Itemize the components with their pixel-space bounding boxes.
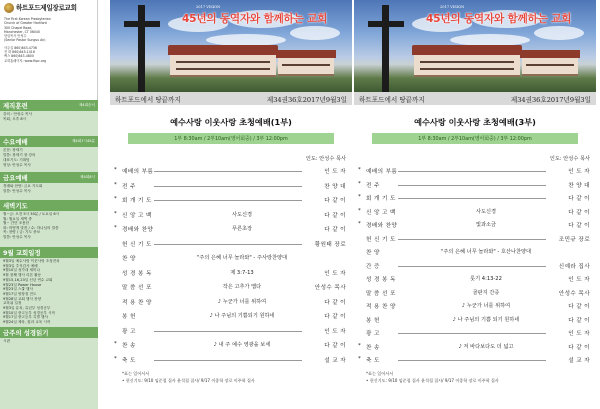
row-star: *	[114, 181, 117, 188]
section-line: 9월24일 체육, 컵과 교육 시작	[3, 320, 51, 325]
dotted-leader	[398, 239, 546, 240]
row-person: 안성수 목사	[558, 290, 590, 297]
row-item: 말 씀 선 포	[122, 285, 152, 291]
row-title: ♪ 누군가 너를 위하여	[217, 298, 267, 305]
row-person: 안성수 목사	[314, 285, 346, 291]
contact-line: 사무실 860)643-4736	[4, 45, 37, 50]
row-person: 설 교 자	[324, 357, 346, 364]
row-item: 헌 신 기 도	[122, 241, 152, 248]
section-line: 9월10일 중고등부 성경공부 시작	[3, 310, 55, 315]
vision-title: 45년의 동역자와 함께하는 교회	[182, 13, 328, 25]
row-star: *	[114, 210, 117, 217]
row-star: *	[358, 356, 361, 362]
motto-bar	[354, 92, 596, 105]
row-title: 작은 고추가 맵다	[222, 284, 262, 290]
worship-row	[354, 355, 596, 365]
worship-row	[110, 268, 352, 278]
dotted-leader	[154, 200, 302, 201]
row-item: 봉 헌	[366, 317, 380, 324]
section-line: 교육위 일정	[3, 301, 22, 306]
worship-row	[110, 224, 352, 234]
row-person: 설 교 자	[568, 358, 590, 364]
row-person: 다 같 이	[324, 299, 346, 306]
section-line: 9월28일 교회 행사 찬양	[3, 296, 42, 301]
dotted-leader	[398, 266, 546, 267]
row-item: 말 씀 선 포	[366, 290, 396, 297]
worship-row	[110, 311, 352, 321]
vision-year: 2017 VISION	[440, 5, 465, 9]
worship-row	[110, 340, 352, 350]
row-person: 찬 양 대	[324, 183, 346, 190]
row-item: 찬 양	[122, 256, 136, 262]
section-line: 9월10일 성가대 세미나	[3, 268, 40, 273]
church-contact	[4, 46, 93, 63]
worship-row	[110, 195, 352, 205]
row-title: ♪ 누군가 너를 위하여	[461, 303, 511, 309]
prayer-note: • 헌신기도: 9/10 임준철 집사 윤석철 집사/ 9/17 이종학 장로 이주학 집사	[122, 378, 255, 383]
row-item: 간 증	[366, 263, 380, 270]
row-item: 찬 양	[366, 250, 380, 256]
row-person: 인 도 자	[568, 277, 590, 283]
row-star: *	[358, 180, 361, 187]
row-person: 다 같 이	[568, 344, 590, 351]
section-sub: 제4회7시45분	[71, 139, 95, 143]
worship-row	[110, 239, 352, 249]
row-item: 경배와 찬양	[366, 223, 398, 229]
service-times: 1부 8:30am / 2부10am(영어회중) / 3부 12:00pm	[128, 133, 334, 144]
row-title: 사도신경	[231, 211, 253, 218]
row-item: 적 용 찬 양	[366, 304, 396, 310]
address-line: (Senior Pastor Sungsu An)	[4, 38, 46, 43]
address-line: The First Korean Presbyterian	[4, 17, 51, 21]
row-item: 예배의 부름	[366, 169, 398, 175]
vision-banner	[110, 0, 352, 92]
row-person: 황원태 장로	[314, 241, 346, 248]
section-training	[0, 100, 98, 136]
row-star: *	[358, 221, 361, 227]
section-line: 경배와 찬양: 금요 기도회	[3, 184, 43, 188]
section-wednesday	[0, 136, 98, 172]
row-item: 전 주	[366, 182, 380, 189]
row-person: 다 같 이	[324, 314, 346, 320]
section-line: 말씀: 안성수 목사	[3, 234, 31, 239]
row-item: 신 앙 고 백	[122, 212, 152, 219]
section-line: 9월23일 Power House	[3, 282, 42, 287]
section-heading: 9월 교회일정	[3, 249, 41, 257]
row-item: 찬 송	[366, 344, 380, 351]
section-heading: 금주의 성경읽기	[3, 329, 49, 337]
row-person: 다 같 이	[568, 304, 590, 310]
row-star: *	[358, 342, 361, 349]
row-item: 성 경 봉 독	[122, 270, 152, 277]
section-line: 9월17일 양장점 전도	[3, 291, 37, 296]
row-item: 축 도	[366, 358, 380, 364]
section-line: 말씀: 창세기 창 강의	[3, 152, 36, 157]
row-title: 푸른초장	[231, 226, 253, 232]
row-star: *	[114, 341, 117, 347]
row-title: ♪ 나 주님의 기쁨 되기 원하네	[452, 316, 520, 323]
issue-date: 제34권36호2017년9월3일	[510, 95, 591, 104]
address-line: Church of Greater Hartford	[4, 21, 47, 26]
worship-row	[110, 210, 352, 220]
cross-icon	[124, 5, 162, 92]
row-person: 인 도 자	[568, 331, 590, 337]
vision-year: 2017 VISION	[196, 5, 221, 9]
row-title: 룻기 4:13-22	[470, 276, 502, 282]
section-line: 화: 어떻게 말씀 / 수: 하나님의 말씀	[3, 225, 59, 230]
worship-row	[110, 297, 352, 307]
address-line: 300 Chapel Road,	[4, 25, 33, 30]
section-friday	[0, 172, 98, 200]
worship-row	[354, 166, 596, 176]
row-title: 골판지 간증	[472, 289, 500, 296]
contact-line: 팩스 860)643-4800	[4, 54, 34, 59]
section-bible-reading	[0, 327, 98, 409]
dotted-leader	[398, 185, 546, 186]
motto: 하트포드에서 땅끝까지	[359, 95, 425, 104]
row-title: ♪ 내 주 예수 영광을 보세	[213, 342, 271, 348]
dotted-leader	[154, 360, 302, 361]
worship-row	[110, 282, 352, 292]
section-dawn-prayer	[0, 200, 98, 247]
worship-row	[110, 253, 352, 263]
row-star: *	[114, 225, 117, 231]
worship-row	[354, 247, 596, 257]
row-title: 빛과소금	[475, 222, 497, 228]
row-item: 찬 송	[122, 343, 136, 349]
section-line: 말씀: 안성수 목사	[3, 188, 31, 193]
worship-row	[354, 220, 596, 230]
service-title: 예수사랑 이웃사랑 초청예배(1부)	[170, 117, 292, 127]
dotted-leader	[154, 171, 302, 172]
dotted-leader	[398, 333, 546, 334]
row-title: "주의 은혜 너무 놀라와" - 주사랑찬양대	[196, 255, 288, 261]
section-line: 9월 첫째 행사 리본 활동	[3, 273, 42, 278]
row-star: *	[358, 194, 361, 200]
dotted-leader	[154, 186, 302, 187]
section-line: 9월3일 추석감사 예배	[3, 263, 38, 268]
worship-row	[110, 326, 352, 336]
row-person: 다 같 이	[568, 196, 590, 202]
section-line: 9월23일 스쿨 행사	[3, 287, 33, 292]
row-title: "주의 은혜 너무 놀라와" - 호산나찬양대	[440, 249, 532, 255]
row-item: 회 개 기 도	[366, 196, 396, 202]
row-title: ♪ 저 바다보다도 더 넓고	[458, 343, 514, 350]
motto-bar	[110, 92, 352, 105]
row-person: 인 도 자	[324, 270, 346, 277]
row-person: 다 같 이	[324, 227, 346, 233]
service-times: 1부 8:30am / 2부10am(영어회중) / 3부 12:00pm	[372, 133, 578, 144]
section-schedule	[0, 247, 98, 327]
section-line: 9월3일 유치, 유년부 성경공부	[3, 306, 51, 311]
address-line: 담임목사 안성수	[4, 34, 27, 39]
worship-row	[354, 180, 596, 190]
row-star: *	[114, 167, 117, 173]
worship-row	[354, 274, 596, 284]
row-person: 다 같 이	[568, 317, 590, 324]
church-logo-icon	[4, 3, 14, 13]
prayer-note: • 헌신기도: 9/10 임준철 집사 윤석철 집사/ 9/17 이종학 장로 이주학 집사	[366, 377, 499, 383]
row-item: 광 고	[122, 328, 136, 335]
row-item: 적 용 찬 양	[122, 299, 152, 306]
service-leader: 인도: 안성수 목사	[549, 156, 590, 162]
section-line: 9월17일 중고등부 특별 행사	[3, 315, 49, 320]
cross-icon	[368, 5, 406, 92]
dotted-leader	[398, 360, 546, 361]
section-line: 9월15,16,23일 신년 연수 교회	[3, 277, 53, 282]
row-person: 인 도 자	[568, 169, 590, 175]
row-title: 제 3:7-13	[230, 269, 254, 276]
row-person: 다 같 이	[324, 343, 346, 349]
service-leader: 인도: 안성수 목사	[305, 156, 346, 162]
section-sub: 제4회순서	[78, 103, 95, 107]
bulletin-page-2	[354, 0, 596, 409]
row-person: 인 도 자	[324, 328, 346, 335]
section-sub: 제4회8시	[80, 175, 95, 179]
motto: 하트포드에서 땅끝까지	[115, 95, 181, 104]
worship-row	[354, 261, 596, 271]
service-title: 예수사랑 이웃사랑 초청예배(3부)	[414, 117, 536, 127]
section-line: 강의 : 안성수 목사	[3, 112, 32, 116]
row-item: 신 앙 고 백	[366, 209, 396, 216]
bulletin-page-1	[110, 0, 352, 409]
worship-row	[354, 301, 596, 311]
section-line: 월: 월요일 새벽 중	[3, 216, 32, 221]
row-star: *	[114, 355, 117, 362]
worship-row	[354, 342, 596, 352]
row-item: 헌 신 기 도	[366, 236, 396, 243]
section-line: 목: 찬양 / 금: 기도 중보	[3, 230, 41, 235]
worship-row	[110, 355, 352, 365]
section-line: 영상: 안성수 목사	[3, 162, 31, 167]
address-line: Manchester, CT 06040	[4, 29, 40, 34]
church-header	[4, 3, 93, 13]
section-heading: 수요예배	[3, 138, 28, 146]
dotted-leader	[398, 171, 546, 172]
worship-row	[354, 234, 596, 244]
section-line: 목회, 오후 8시	[3, 116, 27, 121]
worship-row	[354, 315, 596, 325]
row-person: 다 같 이	[568, 223, 590, 229]
worship-row	[110, 166, 352, 176]
row-item: 경배와 찬양	[122, 227, 154, 233]
row-person: 신예라 집사	[558, 263, 590, 270]
row-star: *	[114, 196, 117, 202]
row-person: 인 도 자	[324, 169, 346, 175]
vision-banner	[354, 0, 596, 92]
worship-row	[354, 207, 596, 217]
contact-line: 교회홈페이지: www.fkpc.org	[4, 58, 47, 63]
worship-row	[354, 193, 596, 203]
row-person: 찬 양 대	[568, 182, 590, 189]
row-person: 다 같 이	[568, 209, 590, 216]
row-item: 광 고	[366, 331, 380, 337]
dotted-leader	[154, 244, 302, 245]
section-heading: 제직훈련	[3, 102, 28, 110]
section-line: 월~ 간단 조용한	[3, 221, 30, 226]
section-line: 본문: 창세기	[3, 148, 23, 152]
worship-row	[354, 328, 596, 338]
row-title: ♪ 나 주님의 기쁨되기 원하네	[209, 313, 275, 319]
row-item: 전 주	[122, 183, 136, 190]
row-item: 성 경 봉 독	[366, 277, 396, 283]
section-line: 9월3일 예수사랑 이웃사랑 초청전치	[3, 259, 60, 263]
church-info	[0, 0, 97, 100]
row-person: 다 같 이	[324, 198, 346, 204]
row-title: 사도신경	[475, 208, 497, 215]
dotted-leader	[154, 331, 302, 332]
vision-title: 45년의 동역자와 함께하는 교회	[426, 13, 572, 25]
row-person: 다 같 이	[324, 212, 346, 219]
dotted-leader	[398, 198, 546, 199]
section-line: 대표기도: 기획팀	[3, 157, 30, 162]
contact-line: 전 화 860)645-1416	[4, 50, 35, 55]
section-line: 월~금: 오전 5시 30분 / 토요일 6시	[3, 212, 60, 216]
issue-date: 제34권36호2017년9월3일	[266, 95, 347, 104]
row-item: 예배의 부름	[122, 169, 154, 175]
row-item: 축 도	[122, 357, 136, 364]
worship-row	[354, 288, 596, 298]
row-star: *	[358, 167, 361, 173]
standing-note: *표는 일어서서	[122, 371, 150, 376]
worship-row	[110, 181, 352, 191]
standing-note: *표는 일어서서	[366, 370, 394, 376]
row-person: 조민규 장로	[558, 236, 590, 243]
section-heading: 새벽기도	[3, 202, 28, 210]
church-address	[4, 17, 93, 43]
section-line: 시편	[3, 339, 10, 343]
section-heading: 금요예배	[3, 174, 28, 182]
row-item: 봉 헌	[122, 314, 136, 320]
church-name: 하트포드제일장로교회	[16, 3, 77, 12]
sidebar	[0, 0, 98, 409]
row-item: 회 개 기 도	[122, 198, 152, 204]
row-star: *	[358, 207, 361, 214]
